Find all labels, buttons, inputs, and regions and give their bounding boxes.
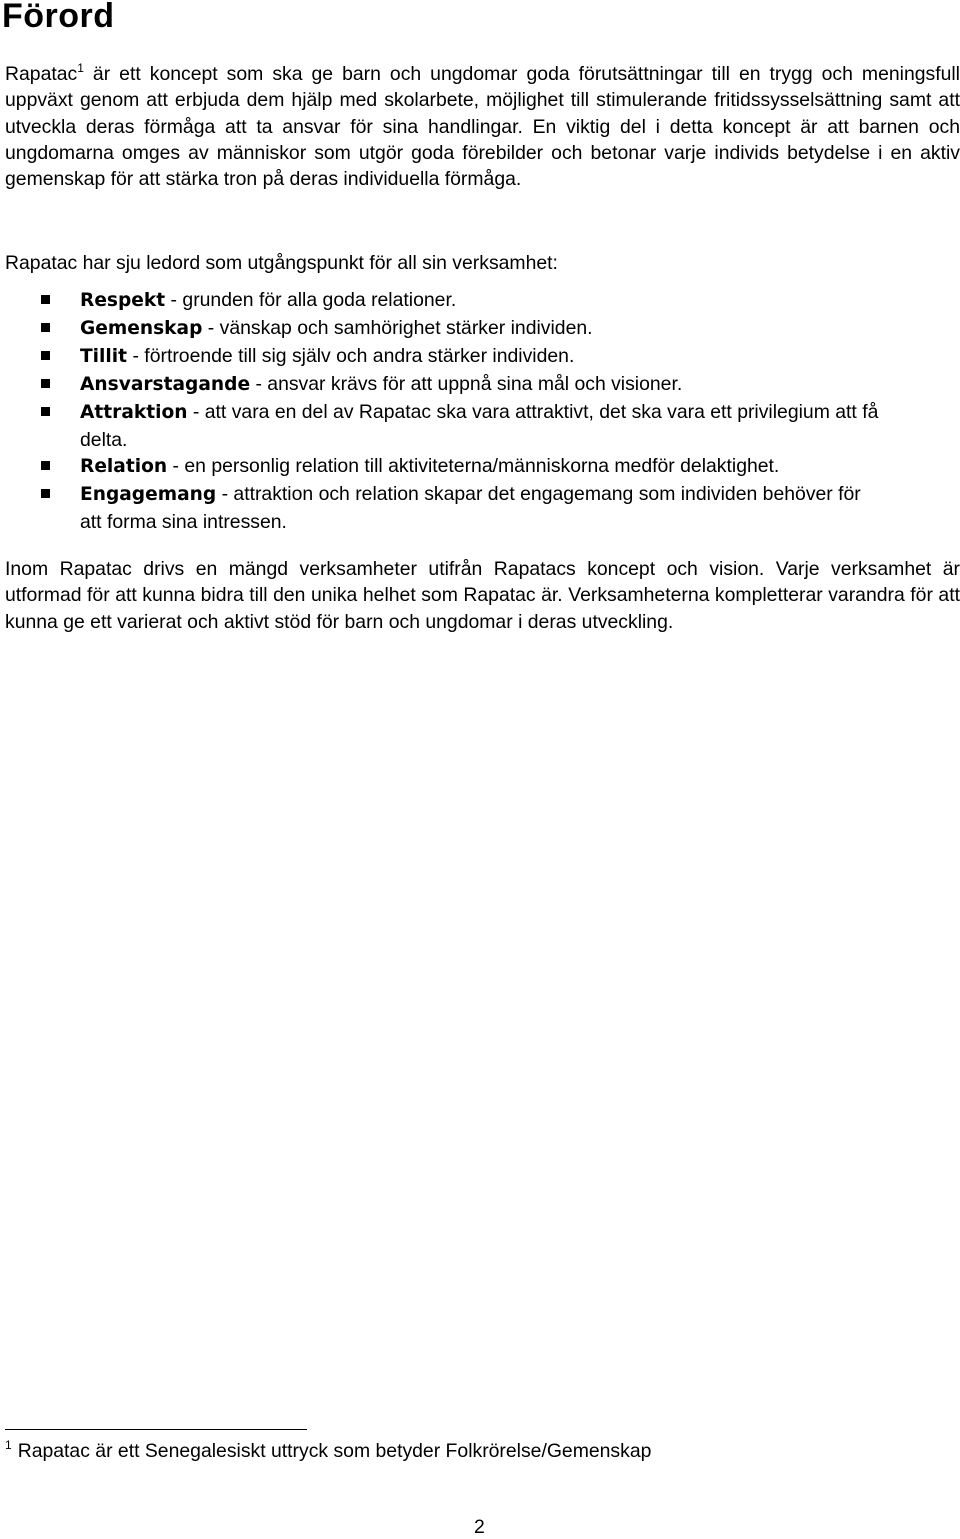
outro-paragraph: Inom Rapatac drivs en mängd verksamheter utifrån Rapatacs koncept och vision. Varje verksamhet är utformad för att kunna bidra till den unika helhet som Rapatac är. Verksamheterna kompletterar varandra för att kunna ge ett varierat och aktivt stöd för barn och ungdomar i deras utveckling. [5,558,960,633]
square-bullet-icon [41,489,50,498]
value-description: - ansvar krävs för att uppnå sina mål och visioner. [250,372,683,395]
value-term: Respekt [80,290,166,311]
value-description: - förtroende till sig själv och andra stärker individen. [127,344,575,367]
list-item [0,287,880,315]
footnote-reference[interactable]: 1 [77,61,84,75]
page-title: Förord [2,0,115,35]
square-bullet-icon [41,407,50,416]
square-bullet-icon [41,379,50,388]
list-item [0,481,880,536]
value-term: Engagemang [80,484,217,506]
value-term: Attraktion [80,401,188,423]
value-term: Gemenskap [80,317,203,339]
footnote-separator [5,1429,307,1430]
value-description: - attraktion och relation skapar det engagemang som individen behöver för att forma sina intressen. [80,483,861,534]
footnote-number: 1 [5,1438,12,1452]
value-description: - att vara en del av Rapatac ska vara attraktivt, det ska vara ett privilegium att få delta. [80,400,879,451]
value-term: Tillit [80,345,128,367]
value-term: Relation [80,456,168,478]
square-bullet-icon [41,295,50,304]
square-bullet-icon [41,323,50,332]
intro-text-rest: är ett koncept som ska ge barn och ungdomar goda förutsättningar till en trygg och meningsfull uppväxt genom att erbjuda dem hjälp med skolarbete, möjlighet till stimulerande fritidssysselsättning samt att utveckla deras förmåga att ta ansvar för sina handlingar. En viktig del i detta koncept är att barnen och ungdomarna omges av människor som utgör goda förebilder och betonar varje individs betydelse i en aktiv gemenskap för att stärka tron på deras individuella förmåga. [5,63,960,191]
square-bullet-icon [41,351,50,360]
intro-paragraph [5,61,960,192]
value-term: Ansvarstagande [80,373,251,395]
page-number: 2 [474,1516,485,1538]
value-description: - en personlig relation till aktiviteterna/människorna medför delaktighet. [167,455,780,478]
square-bullet-icon [41,461,50,470]
values-lead: Rapatac har sju ledord som utgångspunkt för all sin verksamhet: [5,252,558,274]
value-description: - grunden för alla goda relationer. [165,289,457,311]
intro-text-start: Rapatac [5,63,78,85]
list-item [0,315,880,343]
list-item [0,453,940,481]
list-item [0,399,880,454]
footnote-text: Rapatac är ett Senegalesiskt uttryck som betyder Folkrörelse/Gemenskap [17,1440,652,1462]
list-item [0,371,880,399]
list-item [0,343,880,371]
value-description: - vänskap och samhörighet stärker individen. [202,316,593,339]
footnote [5,1438,651,1464]
values-list [0,287,960,536]
